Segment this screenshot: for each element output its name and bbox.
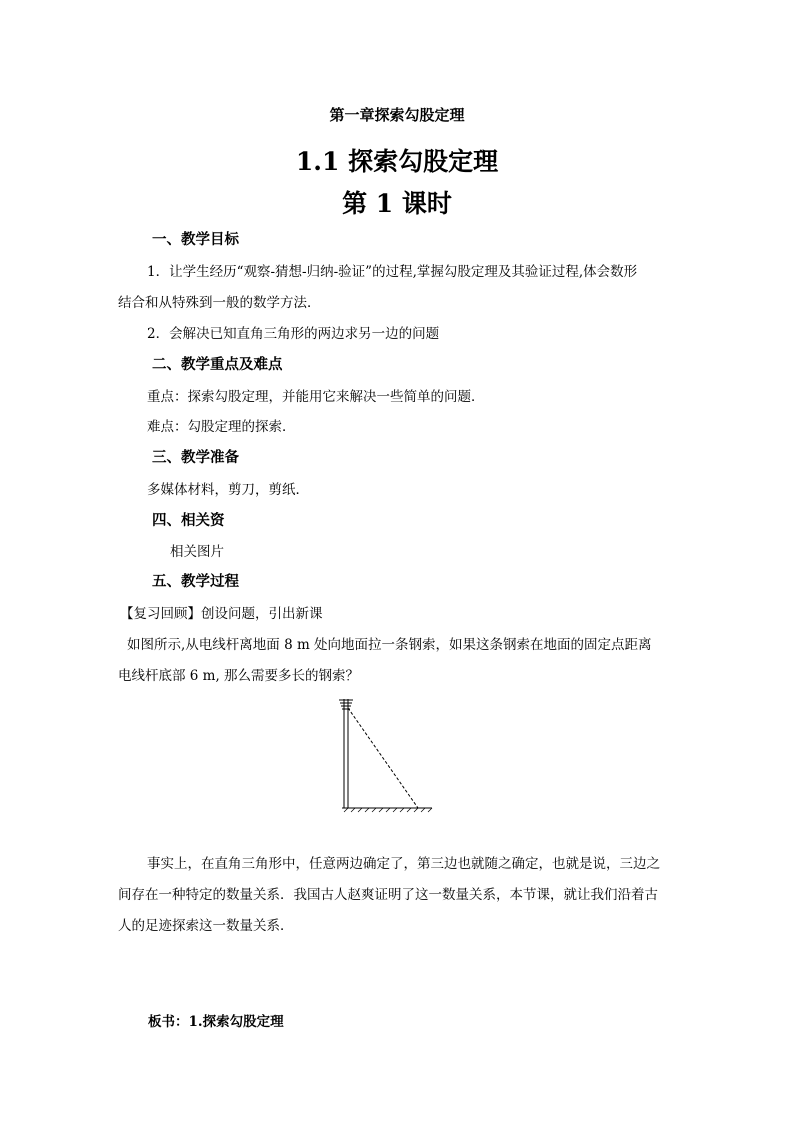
- difficult-point-text: 难点：勾股定理的探索．: [147, 419, 296, 435]
- resources-heading: 四、相关资: [152, 512, 225, 529]
- lesson-subtitle: 第 1 课时: [342, 189, 452, 218]
- board-text: 板书：1.探索勾股定理: [148, 1014, 284, 1030]
- goals-item-2: 2．会解决已知直角三角形的两边求另一边的问题: [147, 326, 440, 342]
- fact-line-2: 间存在一种特定的数量关系．我国古人赵爽证明了这一数量关系，本节课，就让我们沿着古: [118, 887, 658, 903]
- resources-text: 相关图片: [170, 544, 224, 560]
- goals-line-2: 结合和从特殊到一般的数学方法．: [118, 295, 321, 311]
- fact-line-3: 人的足迹探索这一数量关系．: [118, 918, 294, 934]
- problem-line-2: 电线杆底部 6 m, 那么需要多长的钢索？: [118, 668, 360, 684]
- problem-line-1: 如图所示,从电线杆离地面 8 m 处向地面拉一条钢索，如果这条钢索在地面的固定点距离: [127, 637, 652, 653]
- prep-heading: 三、教学准备: [152, 449, 239, 466]
- fact-line-1: 事实上，在直角三角形中，任意两边确定了，第三边也就随之确定，也就是说，三边之: [147, 856, 660, 872]
- goals-heading: 一、教学目标: [152, 231, 239, 248]
- goals-line-1: 1．让学生经历“观察-猜想-归纳-验证”的过程,掌握勾股定理及其验证过程,体会数形: [147, 264, 638, 280]
- chapter-title: 第一章探索勾股定理: [329, 106, 465, 124]
- pole-cable-figure: [320, 694, 440, 814]
- process-heading: 五、教学过程: [152, 573, 239, 590]
- prep-text: 多媒体材料，剪刀，剪纸．: [147, 482, 309, 498]
- key-points-heading: 二、教学重点及难点: [152, 356, 283, 373]
- lesson-title: 1.1 探索勾股定理: [295, 147, 499, 176]
- key-point-text: 重点：探索勾股定理，并能用它来解决一些简单的问题．: [147, 389, 485, 405]
- review-label: 【复习回顾】创设问题，引出新课: [120, 606, 323, 622]
